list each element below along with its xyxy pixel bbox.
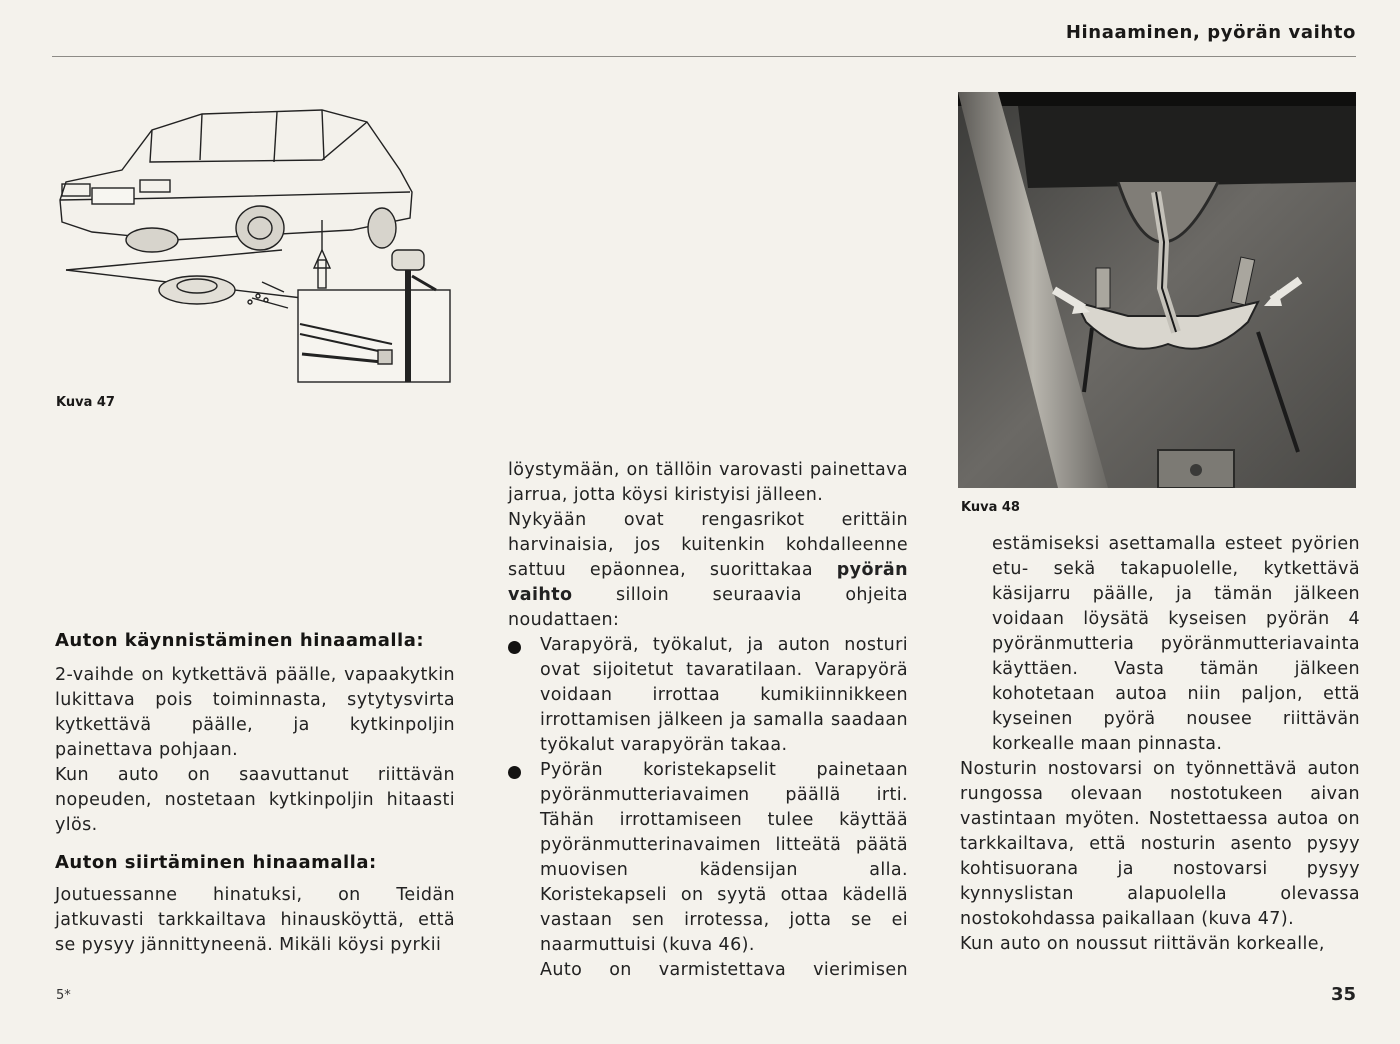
page-number: 35: [1330, 984, 1356, 1005]
paragraph-wheel-change-intro: [508, 508, 908, 633]
heading-tow-start: Auton käynnistäminen hinaamalla:: [55, 630, 425, 651]
intro-text-bold: pyörän vaihto: [508, 560, 908, 605]
paragraph-prevent-rolling: estämiseksi asettamalla esteet pyörien etu- sekä takapuolelle, kytkettävä käsijarru päälle, ja tämän jälkeen voidaan löysätä kyseisen pyörän 4 pyöränmutteria pyöränmutteriavainta käyttäen. Vasta tämän jälkeen kohotetaan autoa niin paljon, että kyseinen pyörä nousee riittävän korkealle maan pinnasta.: [992, 534, 1360, 754]
signature-mark: 5*: [56, 988, 71, 1003]
intro-text-post: silloin seuraavia ohjeita noudattaen:: [508, 585, 908, 630]
paragraph-car-raised: Kun auto on noussut riittävän korkealle,: [960, 934, 1325, 954]
column-3: [960, 532, 1360, 957]
bullet-text-spare-wheel: Varapyörä, työkalut, ja auton nosturi ovat sijoitetut tavaratilaan. Varapyörä voidaan irrottaa kumikiinnikkeen irrottamisen jälkeen ja samalla saadaan työkalut varapyörän takaa.: [540, 635, 908, 755]
header-rule: [52, 56, 1356, 57]
bullet-item-spare-wheel: [508, 633, 908, 758]
bullet-dot-icon: [508, 766, 521, 779]
column-2: [508, 458, 908, 983]
car-underside-photo: [958, 92, 1356, 488]
bullet-text-hubcaps: Pyörän koristekapselit painetaan pyöränmutteriavaimen päällä irti. Tähän irrottamiseen tulee käyttää pyöränmutterinavaimen litteätä päätä muovisen kädensijan alla. Koristekapseli on syytä ottaa kädellä vastaan sen irrotessa, jotta se ei naarmuttuisi (kuva 46).: [540, 760, 908, 955]
figure-48-caption: Kuva 48: [961, 500, 1020, 515]
bullet-item-hubcaps: [508, 758, 908, 958]
intro-text-pre: Nykyään ovat rengasrikot erittäin harvinaisia, jos kuitenkin kohdalleenne sattuu epäonnea, suorittakaa: [508, 510, 908, 580]
paragraph-secure-car: Auto on varmistettava vierimisen: [540, 960, 908, 980]
figure-47-caption: Kuva 47: [56, 395, 115, 410]
heading-towing: Auton siirtäminen hinaamalla:: [55, 852, 377, 873]
paragraph-jack-arm: Nosturin nostovarsi on työnnettävä auton rungossa olevaan nostotukeen aivan vastintaan myöten. Nostettaessa autoa on tarkkailtava, että nosturin asento pysyy kohtisuorana ja nostovarsi pysyy kynnyslistan alapuolella olevassa nostokohdassa paikallaan (kuva 47).: [960, 759, 1360, 929]
paragraph-towing: Joutuessanne hinatuksi, on Teidän jatkuvasti tarkkailtava hinausköyttä, että se pysyy jännittyneenä. Mikäli köysi pyrkii: [55, 885, 455, 955]
column-1: [55, 628, 455, 958]
car-jacking-illustration: [52, 100, 452, 384]
bullet-dot-icon: [508, 641, 521, 654]
paragraph-tow-start-1: 2-vaihde on kytkettävä päälle, vapaakytkin lukittava pois toiminnasta, sytytysvirta kytkettävä päälle, ja kytkinpoljin painettava pohjaan.: [55, 665, 455, 760]
running-header: Hinaaminen, pyörän vaihto: [1065, 22, 1356, 43]
paragraph-rope-slack: löystymään, on tällöin varovasti painettava jarrua, jotta köysi kiristyisi jälleen.: [508, 460, 908, 505]
paragraph-tow-start-2: Kun auto on saavuttanut riittävän nopeuden, nostetaan kytkinpoljin hitaasti ylös.: [55, 765, 455, 835]
